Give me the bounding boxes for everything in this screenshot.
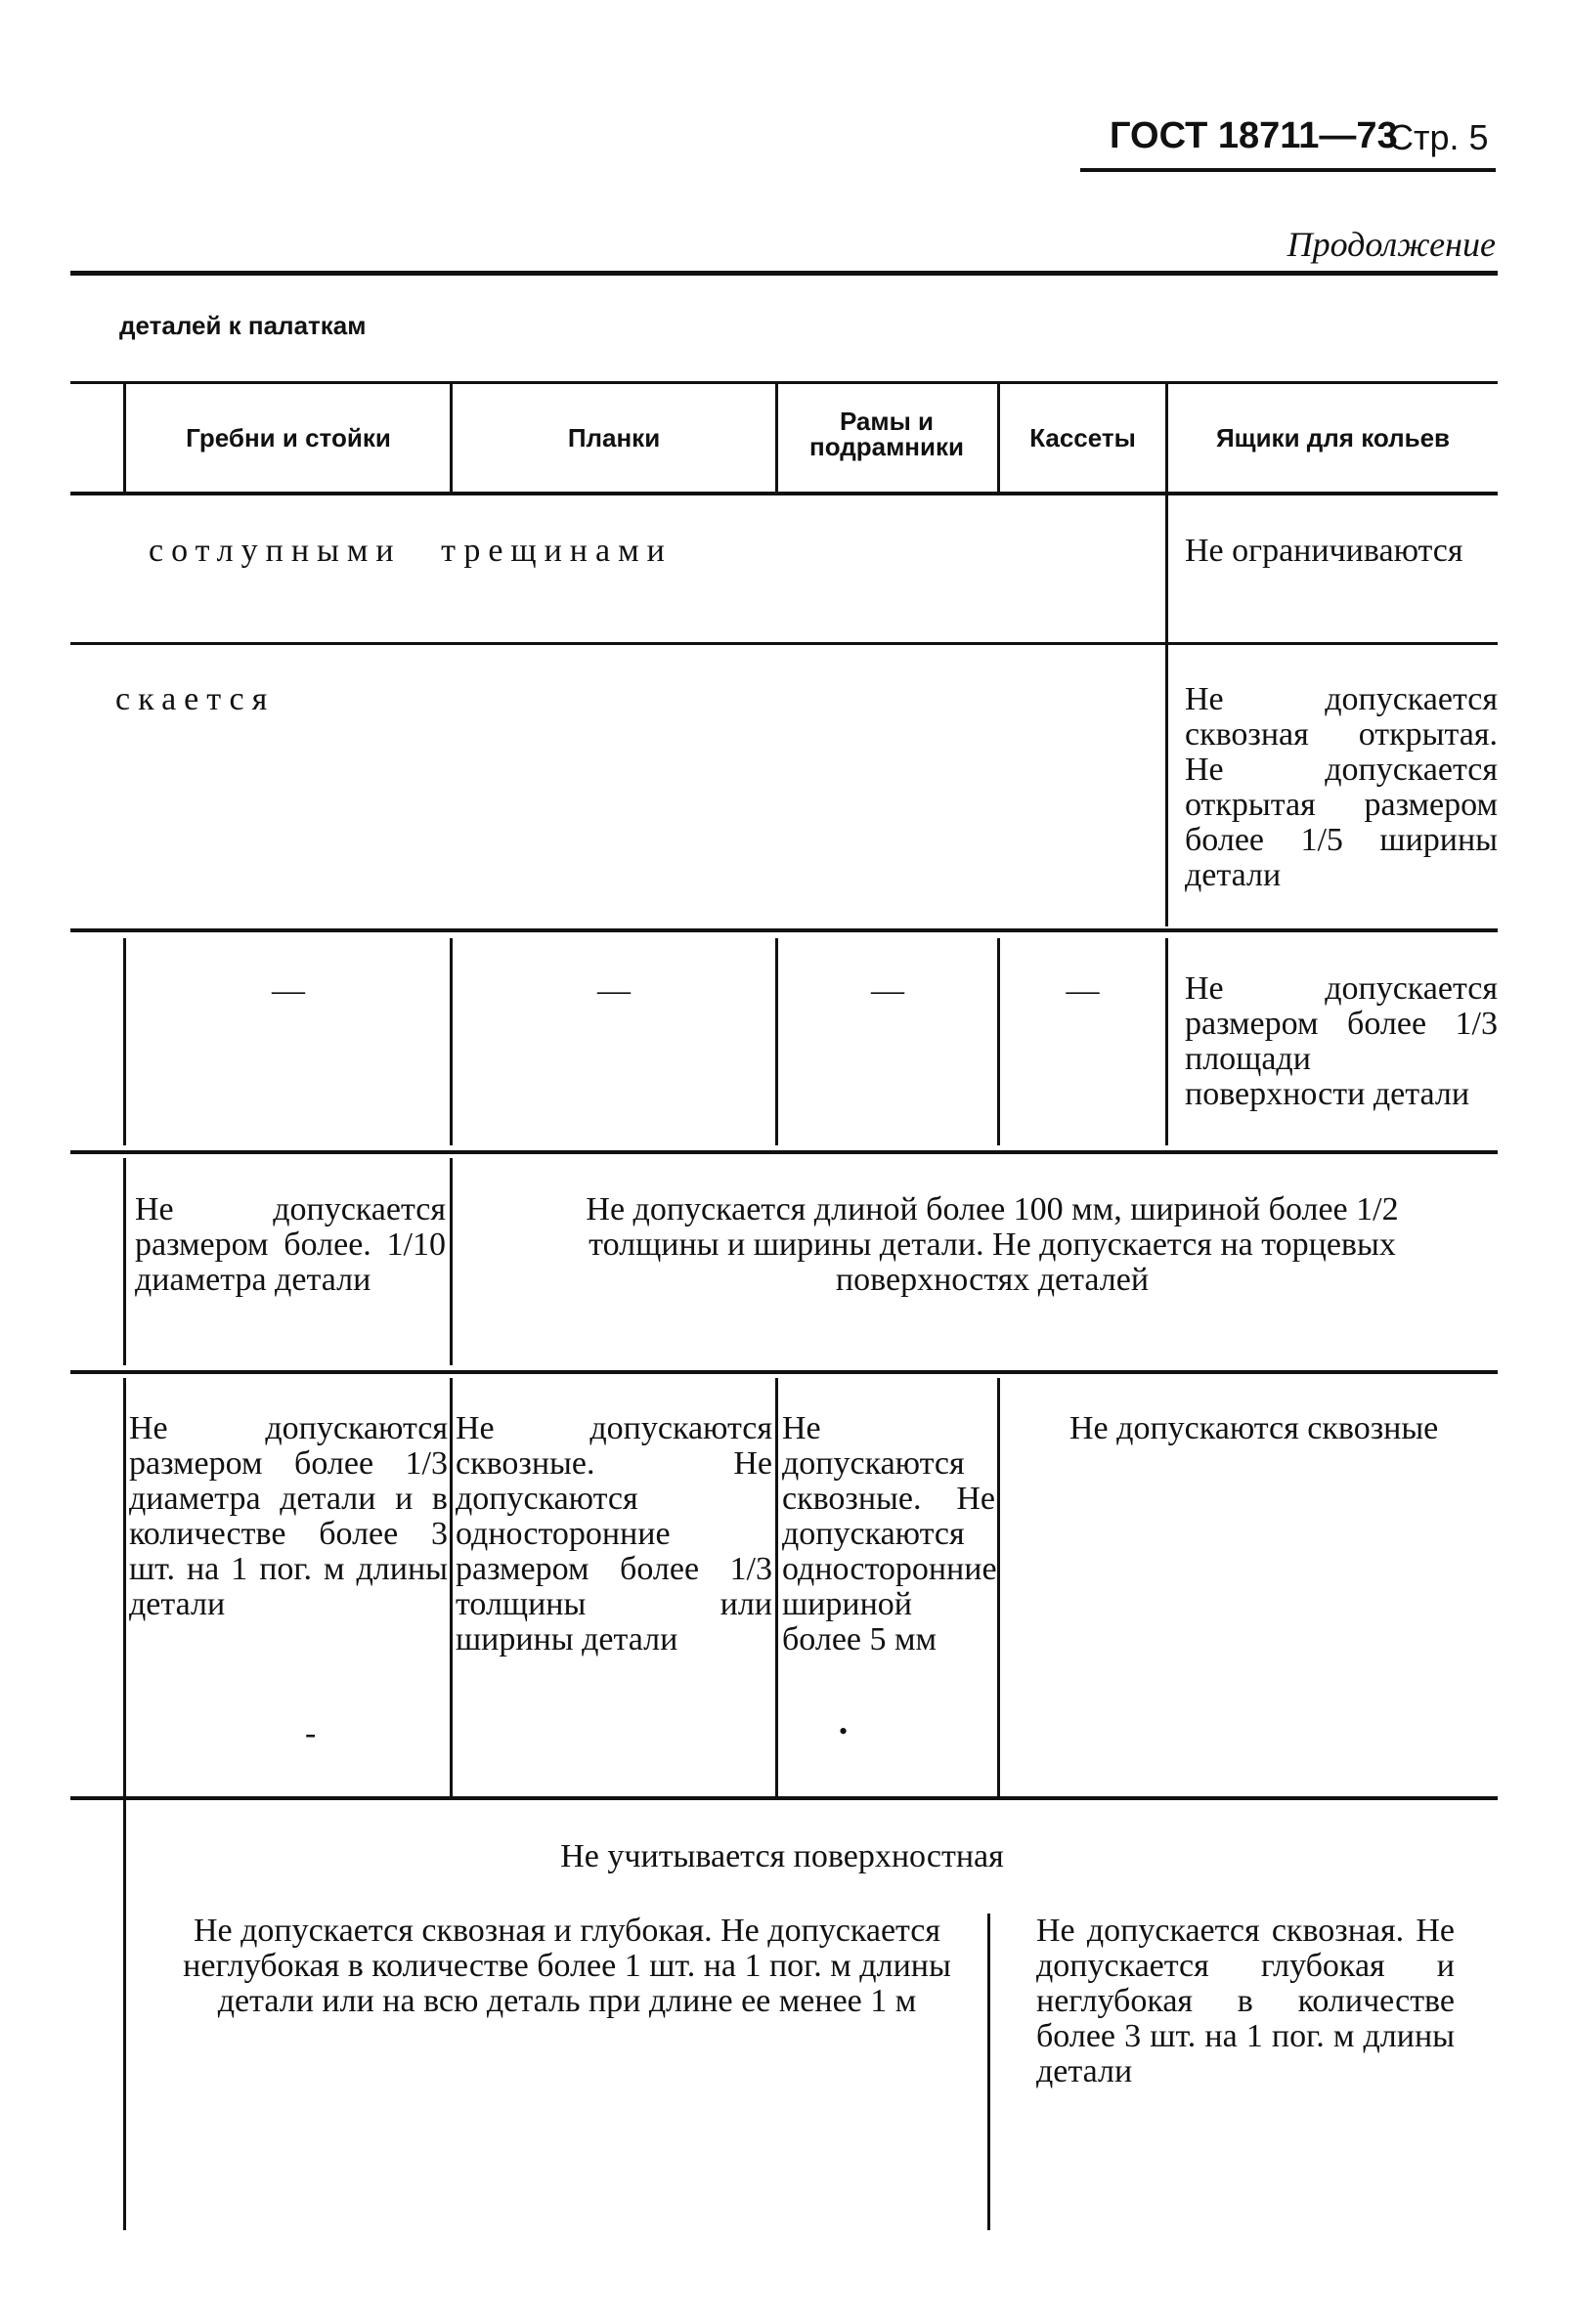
column-divider <box>775 383 778 493</box>
row5-frames-mark: • <box>839 1717 849 1745</box>
row3-divider <box>123 938 126 1145</box>
standard-number: ГОСТ 18711—73 <box>1110 115 1398 156</box>
row4-combs-text: Не допускается размером более. 1/10 диаметра детали <box>135 1191 446 1298</box>
row3-divider <box>775 938 778 1145</box>
row5-bottom-rule <box>70 1796 1498 1800</box>
row6-right-text: Не допускается сквозная. Не допускается глубокая и неглубокая в количестве более 3 шт. на 1 пог. м длины детали <box>1036 1913 1455 2089</box>
row4-divider <box>123 1158 126 1365</box>
column-header-frames: Рамы и подрамники <box>808 407 964 461</box>
row3-frames-dash: — <box>871 972 904 1009</box>
row3-divider <box>450 938 453 1145</box>
row4-bottom-rule <box>70 1370 1498 1374</box>
row5-divider <box>997 1378 1000 1796</box>
row3-divider <box>997 938 1000 1145</box>
row6-title: Не учитывается поверхностная <box>560 1838 1004 1874</box>
row1-boxes-text: Не ограничиваются <box>1185 533 1463 569</box>
row4-merged-text: Не допускается длиной более 100 мм, шириной более 1/2 толщины и ширины детали. Не допускается на торцевых поверхностях деталей <box>586 1191 1399 1298</box>
column-divider <box>123 383 126 493</box>
column-header-cassettes: Кассеты <box>1029 423 1136 452</box>
row1-merged-text: сотлупными трещинами <box>149 533 673 569</box>
row5-combs-mark: - <box>305 1715 317 1751</box>
row5-combs-text: Не допускаются размером более 1/3 диаметра детали и в количестве более 3 шт. на 1 пог. м длины детали <box>129 1410 448 1622</box>
row2-box-divider <box>1165 645 1168 926</box>
row3-bottom-rule <box>70 1150 1498 1154</box>
column-header-peg-boxes: Ящики для кольев <box>1215 423 1451 452</box>
row3-combs-dash: — <box>272 972 305 1009</box>
row5-rest-text: Не допускаются сквозные <box>1069 1410 1439 1446</box>
row6-left-divider <box>123 1800 126 2230</box>
table-subtitle: деталей к палаткам <box>119 311 367 340</box>
column-header-top-rule <box>70 381 1498 384</box>
row2-bottom-rule <box>70 928 1498 932</box>
row6-inner-divider <box>987 1914 990 2230</box>
row5-divider <box>450 1378 453 1796</box>
column-header-planks: Планки <box>567 423 661 452</box>
row2-merged-text: скается <box>115 681 276 717</box>
row6-left-text: Не допускается сквозная и глубокая. Не допускается неглубокая в количестве более 1 шт. на 1 пог. м длины детали или на всю деталь при длине ее менее 1 м <box>183 1913 951 2019</box>
row5-planks-text: Не допускаются сквозные. Не допускаются односторонние размером более 1/3 толщины или ширины детали <box>456 1410 772 1657</box>
row2-boxes-text: Не допускается сквозная открытая. Не допускается открытая размером более 1/5 ширины детали <box>1185 681 1498 893</box>
row1-bottom-rule <box>70 642 1498 645</box>
row5-divider <box>775 1378 778 1796</box>
column-header-combs: Гребни и стойки <box>186 423 391 452</box>
header-underline <box>1080 168 1496 172</box>
row4-divider <box>450 1158 453 1365</box>
row5-frames-text: Не допускаются сквозные. Не допускаются односторонние шириной более 5 мм <box>782 1410 997 1657</box>
row1-box-divider <box>1165 495 1168 642</box>
row5-divider <box>123 1378 126 1796</box>
row3-cassettes-dash: — <box>1066 972 1100 1009</box>
top-rule <box>70 271 1498 276</box>
row3-boxes-text: Не допускается размером более 1/3 площади поверхности детали <box>1185 970 1498 1112</box>
continuation-label: Продолжение <box>1287 225 1496 264</box>
page-number: Стр. 5 <box>1388 117 1489 157</box>
row3-planks-dash: — <box>597 972 631 1009</box>
row3-divider <box>1165 938 1168 1145</box>
column-header-bottom-rule <box>70 492 1498 495</box>
